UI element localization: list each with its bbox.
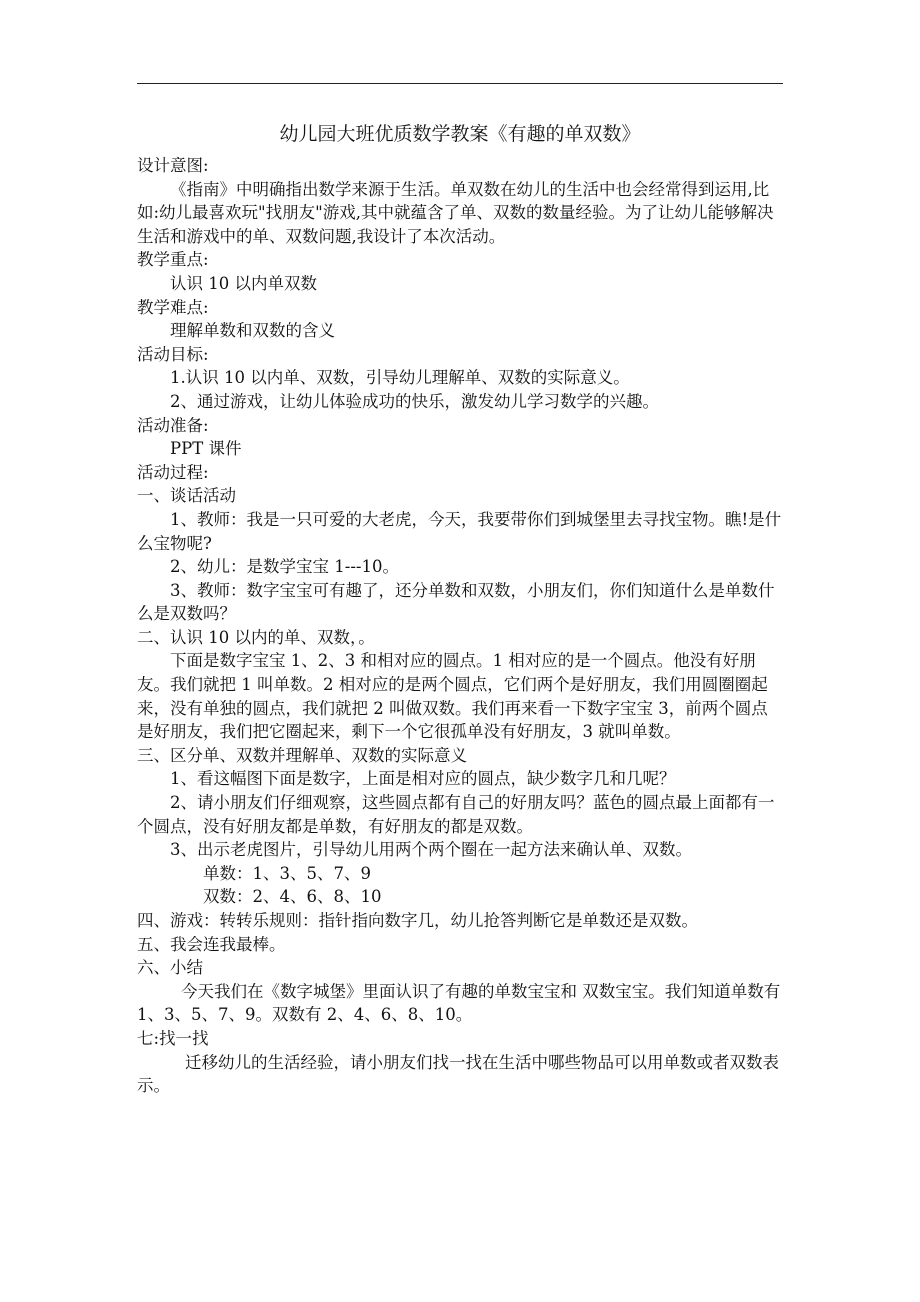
- subsection-heading: 四、游戏：转转乐规则：指针指向数字几，幼儿抢答判断它是单数还是双数。: [137, 911, 698, 930]
- paragraph: 下面是数字宝宝 1、2、3 和相对应的圆点。1 相对应的是一个圆点。他没有好朋友。我们就把 1 叫单数。2 相对应的是两个圆点，它们两个是好朋友，我们用圆圈圈起来，没有单独的圆点，我们就把 2 叫做双数。我们再来看一下数字宝宝 3，前两个圆点是好朋友，我们把它圈起来，剩下一个它很孤单没有好朋友，3 就叫单数。: [137, 651, 768, 742]
- paragraph: 理解单数和双数的含义: [170, 321, 335, 341]
- list-item: 1.认识 10 以内单、双数，引导幼儿理解单、双数的实际意义。: [170, 368, 630, 388]
- list-item: 1、教师：我是一只可爱的大老虎，今天，我要带你们到城堡里去寻找宝物。瞧!是什么宝物呢?: [137, 509, 782, 553]
- list-item: 3、出示老虎图片，引导幼儿用两个两个圈在一起方法来确认单、双数。: [170, 840, 692, 860]
- paragraph: 《指南》中明确指出数学来源于生活。单双数在幼儿的生活中也会经常得到运用,比如:幼儿最喜欢玩"找朋友"游戏,其中就蕴含了单、双数的数量经验。为了让幼儿能够解决生活和游戏中的单、双数问题,我设计了本次活动。: [137, 179, 774, 246]
- paragraph: 迁移幼儿的生活经验，请小朋友们找一找在生活中哪些物品可以用单数或者双数表示。: [137, 1052, 779, 1096]
- subsection-heading: 七:找一找: [137, 1028, 209, 1048]
- list-item: 2、通过游戏，让幼儿体验成功的快乐，激发幼儿学习数学的兴趣。: [170, 391, 659, 411]
- section-heading: 活动目标:: [137, 344, 209, 364]
- document-body: [137, 120, 783, 1098]
- section-heading: 活动准备:: [137, 415, 209, 435]
- paragraph: 今天我们在《数字城堡》里面认识了有趣的单数宝宝和 双数宝宝。我们知道单数有 1、3、5、7、9。双数有 2、4、6、8、10。: [137, 981, 781, 1025]
- paragraph: 认识 10 以内单双数: [170, 273, 317, 293]
- header-rule: [137, 83, 783, 84]
- paragraph: PPT 课件: [170, 439, 242, 459]
- subsection-heading: 六、小结: [137, 958, 203, 978]
- document-title: 幼儿园大班优质数学教案《有趣的单双数》: [279, 123, 641, 145]
- section-heading: 教学难点:: [137, 297, 209, 317]
- section-heading: 活动过程:: [137, 462, 209, 482]
- list-item: 3、教师：数字宝宝可有趣了，还分单数和双数，小朋友们，你们知道什么是单数什么是双数吗？: [137, 580, 775, 624]
- subsection-heading: 一、谈话活动: [137, 486, 236, 506]
- subsection-heading: 三、区分单、双数并理解单、双数的实际意义: [137, 745, 467, 765]
- subsection-heading: 五、我会连我最棒。: [137, 934, 286, 954]
- list-item: 1、看这幅图下面是数字，上面是相对应的圆点，缺少数字几和几呢？: [170, 769, 676, 789]
- subsection-heading: 二、认识 10 以内的单、双数，。: [137, 627, 375, 647]
- section-heading: 设计意图:: [137, 156, 209, 175]
- section-heading: 教学重点:: [137, 250, 209, 270]
- list-item: 单数：1、3、5、7、9: [203, 863, 371, 883]
- list-item: 2、幼儿：是数学宝宝 1---10。: [170, 557, 399, 577]
- list-item: 2、请小朋友们仔细观察，这些圆点都有自己的好朋友吗？蓝色的圆点最上面都有一个圆点，没有好朋友都是单数，有好朋友的都是双数。: [137, 793, 775, 836]
- list-item: 双数：2、4、6、8、10: [203, 887, 382, 907]
